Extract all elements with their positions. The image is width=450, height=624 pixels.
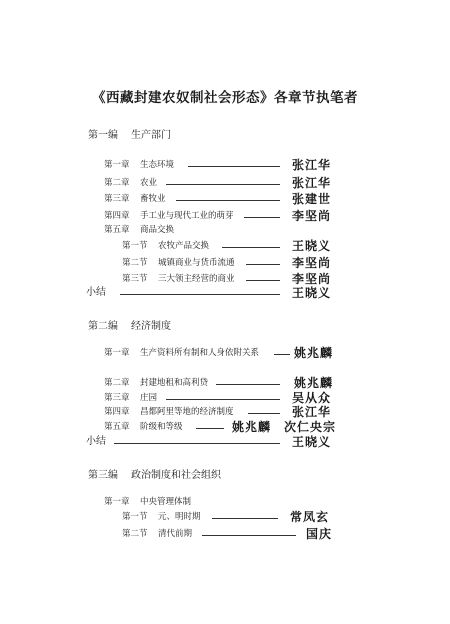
toc-entry: [0, 255, 450, 271]
toc-entry: [0, 157, 450, 173]
entry-title: 手工业与现代工业的萌芽: [140, 211, 234, 221]
leader-line: [246, 264, 280, 265]
leader-line: [166, 399, 280, 400]
part-heading: [0, 319, 450, 335]
entry-author: 姚兆麟: [294, 376, 334, 390]
entry-author: 张江华: [292, 405, 332, 419]
entry-author: 吴从众: [292, 391, 332, 405]
entry-author: 李坚尚: [292, 272, 332, 286]
entry-title: 庄园: [140, 393, 158, 403]
entry-label: 第二章: [104, 378, 130, 388]
entry-author: 王晓义: [292, 286, 332, 300]
part-heading: [0, 468, 450, 484]
entry-label: 第四章: [104, 407, 130, 417]
entry-label: 第二节: [122, 529, 148, 539]
part-title: 生产部门: [131, 130, 171, 141]
leader-line: [196, 428, 224, 429]
part-number: 第二编: [88, 321, 118, 332]
entry-author: 王晓义: [292, 435, 332, 449]
entry-author: 国庆: [306, 527, 333, 541]
entry-label: 第四章: [104, 211, 130, 221]
entry-title: 商品交换: [140, 225, 175, 235]
entry-author: 张江华: [292, 176, 332, 190]
entry-label: 第一节: [122, 241, 148, 251]
entry-title: 农业: [140, 178, 158, 188]
entry-label: 第三章: [104, 393, 130, 403]
entry-label: 第一章: [104, 497, 130, 507]
entry-label: 第五章: [104, 422, 130, 432]
leader-line: [114, 443, 280, 444]
entry-label: 第二章: [104, 178, 130, 188]
summary-entry: [0, 434, 450, 450]
entry-title: 农牧产品交换: [158, 241, 210, 251]
entry-label: 第一章: [104, 160, 130, 170]
entry-title: 阶级和等级: [140, 422, 183, 432]
entry-title: 昌都阿里等地的经济制度: [140, 407, 234, 417]
leader-line: [188, 166, 280, 167]
part-heading: [0, 128, 450, 144]
entry-author: 李坚尚: [292, 256, 332, 270]
entry-label: 第一节: [122, 512, 148, 522]
part-number: 第三编: [88, 470, 118, 481]
toc-entry: [0, 404, 450, 420]
entry-title: 畜牧业: [140, 194, 166, 204]
entry-label: 第一章: [104, 348, 130, 358]
toc-entry: [0, 419, 450, 435]
entry-title: 城镇商业与货币流通: [158, 258, 235, 268]
entry-title: 生态环境: [140, 160, 175, 170]
leader-line: [166, 184, 280, 185]
entry-author: 张江华: [292, 158, 332, 172]
leader-line: [248, 413, 280, 414]
leader-line: [216, 384, 280, 385]
entry-title: 封建地租和高利贷: [140, 378, 209, 388]
toc-entry: [0, 238, 450, 254]
entry-author: 李坚尚: [292, 209, 332, 223]
entry-author: 姚兆麟 次仁央宗: [232, 420, 337, 434]
summary-entry: [0, 285, 450, 301]
toc-entry: [0, 191, 450, 207]
summary-label: 小结: [86, 436, 106, 447]
toc-entry: [0, 222, 450, 238]
entry-label: 第五章: [104, 225, 130, 235]
entry-author: 张建世: [292, 192, 332, 206]
entry-label: 第三章: [104, 194, 130, 204]
leader-line: [176, 200, 280, 201]
entry-title: 三大领主经营的商业: [158, 274, 235, 284]
toc-entry: [0, 345, 450, 361]
entry-author: 王晓义: [292, 239, 332, 253]
part-title: 经济制度: [131, 321, 171, 332]
leader-line: [212, 518, 278, 519]
leader-line: [244, 217, 280, 218]
toc-entry: [0, 509, 450, 525]
part-number: 第一编: [88, 130, 118, 141]
part-title: 政治制度和社会组织: [131, 470, 221, 481]
toc-entry: [0, 175, 450, 191]
entry-author: 姚兆麟: [294, 346, 334, 360]
leader-line: [222, 247, 280, 248]
toc-entry: [0, 494, 450, 510]
toc-entry: [0, 375, 450, 391]
entry-title: 生产资料所有制和人身依附关系: [140, 348, 260, 358]
entry-author: 常凤玄: [290, 510, 330, 524]
leader-line: [246, 280, 280, 281]
leader-line: [202, 535, 296, 536]
leader-line: [274, 354, 290, 355]
entry-title: 中央管理体制: [140, 497, 192, 507]
entry-label: 第三节: [122, 274, 148, 284]
page-title: 《西藏封建农奴制社会形态》各章节执笔者: [92, 90, 358, 106]
leader-line: [120, 294, 280, 295]
entry-label: 第二节: [122, 258, 148, 268]
entry-title: 元、明时期: [158, 512, 201, 522]
entry-title: 清代前期: [158, 529, 193, 539]
summary-label: 小结: [86, 287, 106, 298]
toc-entry: [0, 526, 450, 542]
